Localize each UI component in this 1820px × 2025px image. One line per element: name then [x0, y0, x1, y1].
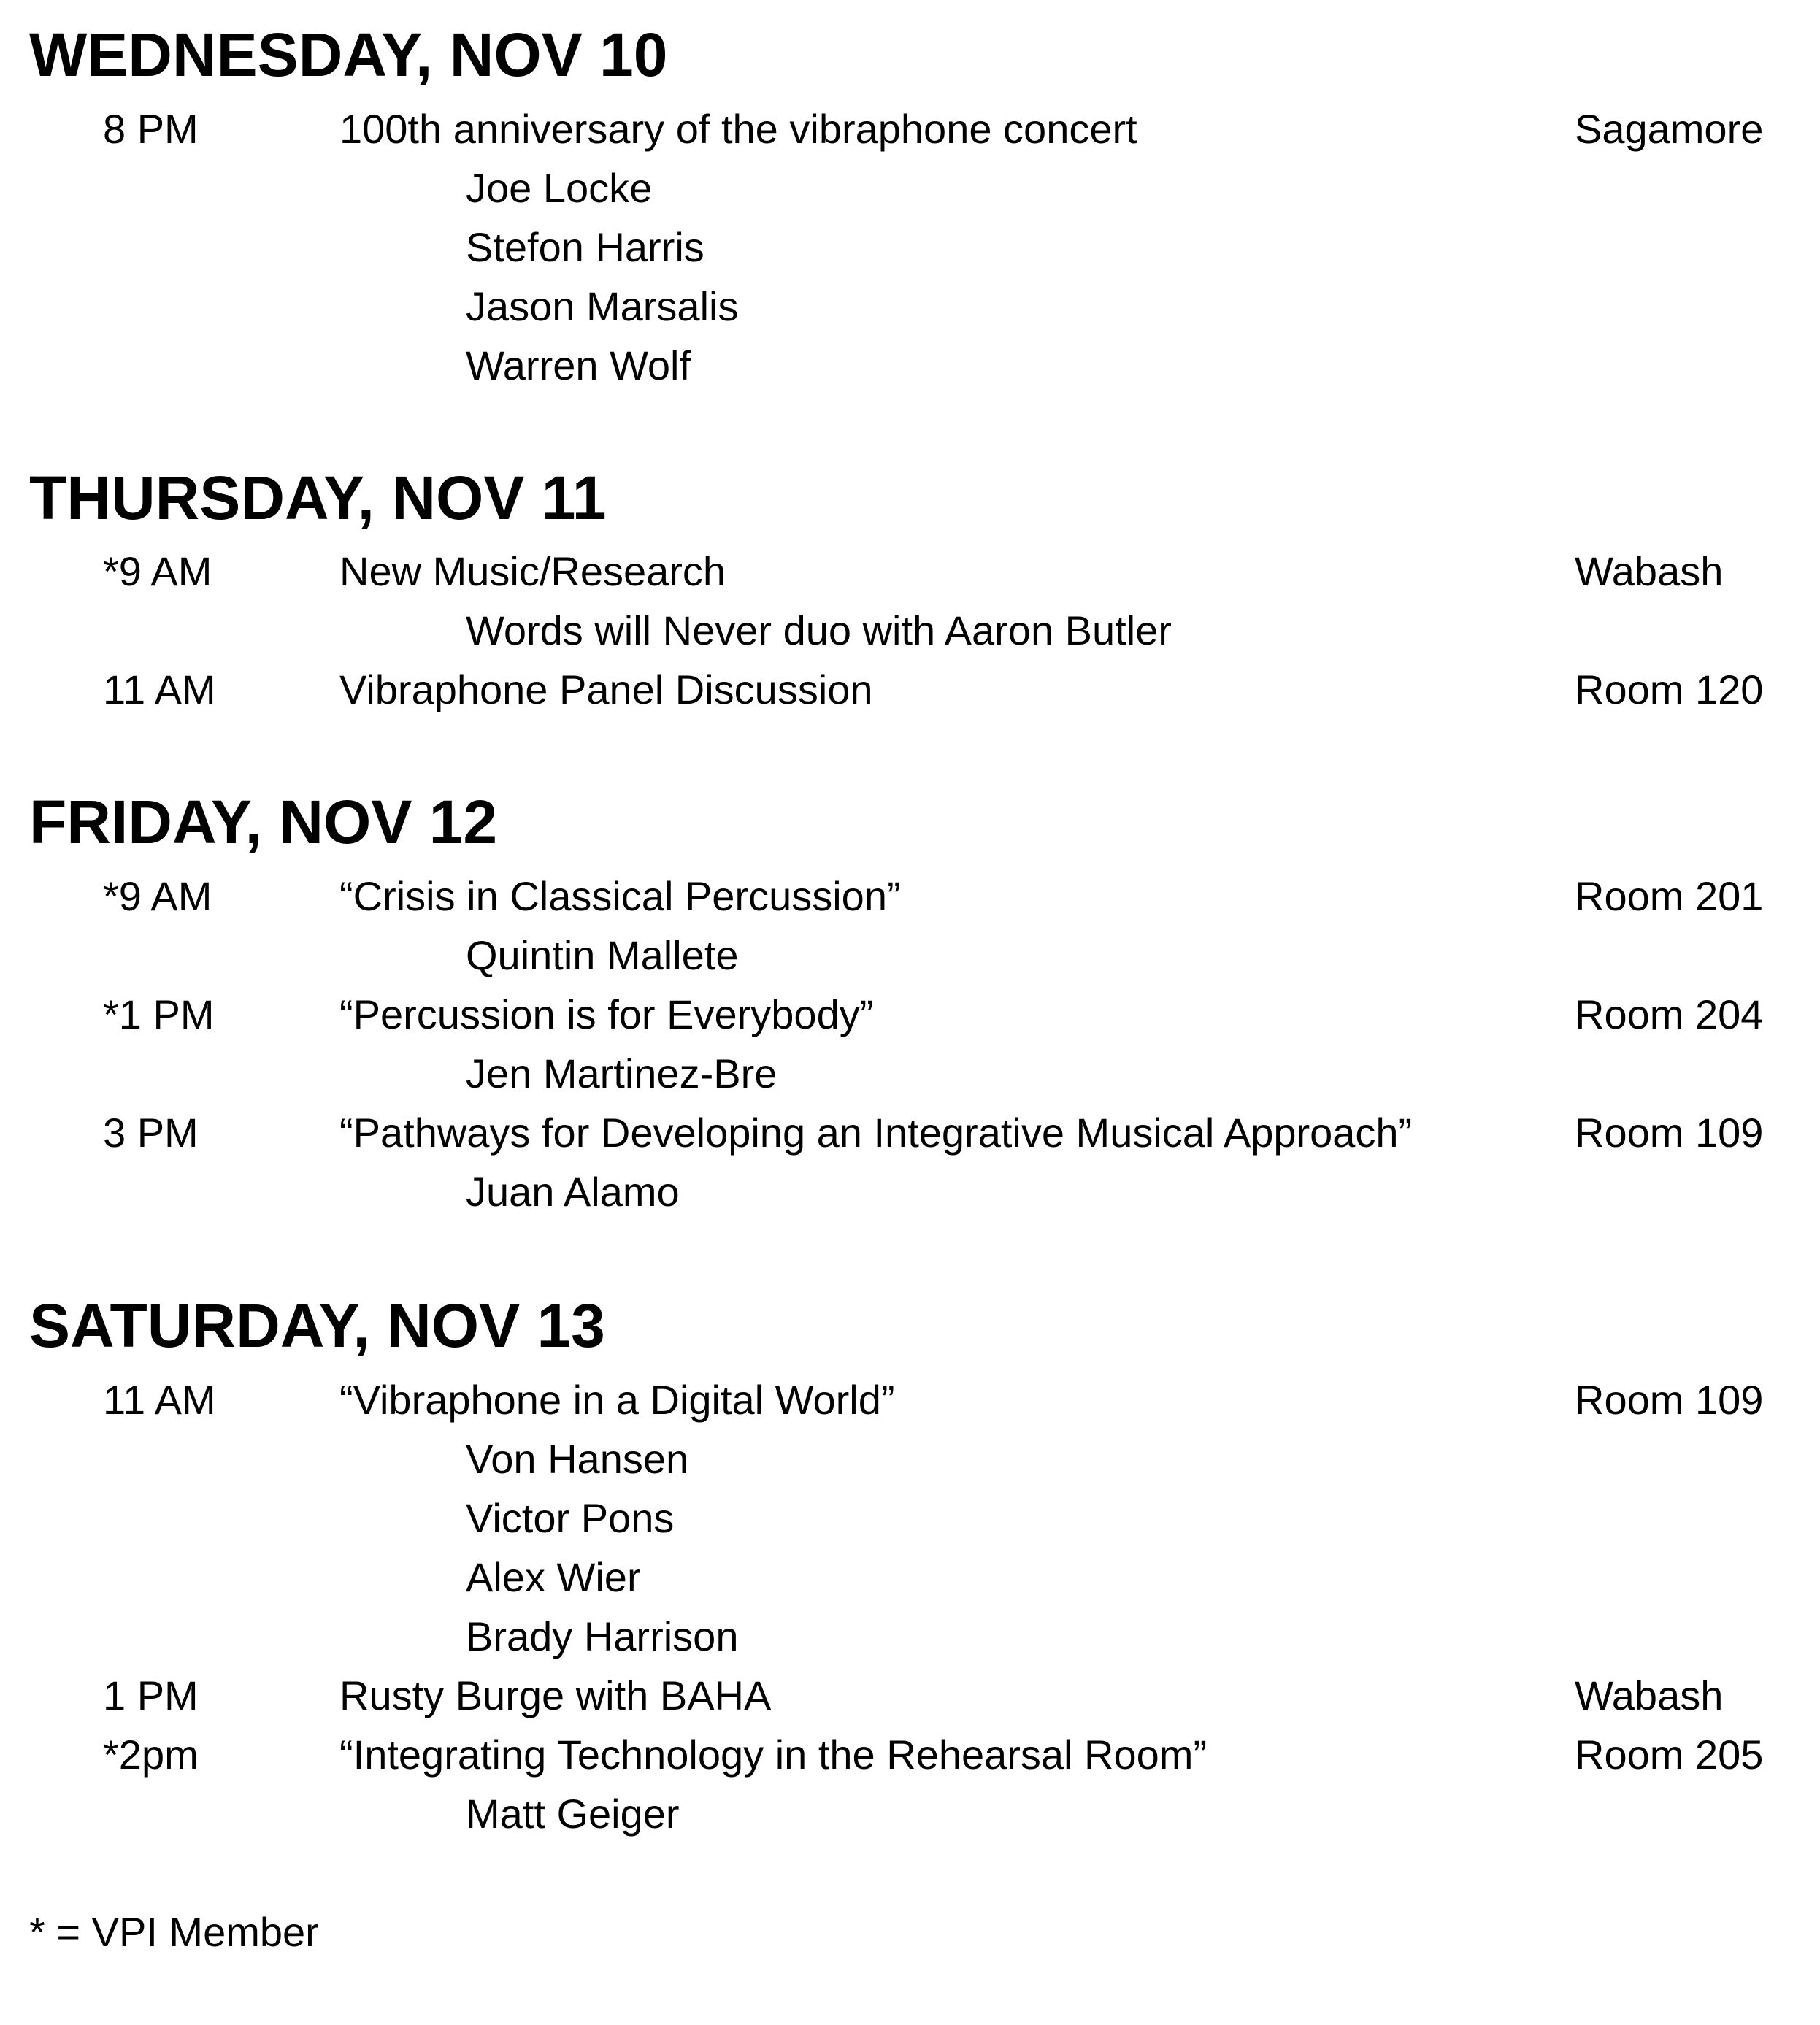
event-person: Victor Pons	[466, 1495, 675, 1541]
event-person: Stefon Harris	[466, 224, 704, 270]
event-room: Room 205	[1575, 1732, 1764, 1778]
event-room: Room 204	[1575, 991, 1764, 1037]
event-time: 8 PM	[103, 106, 199, 152]
event-room: Sagamore	[1575, 106, 1764, 152]
event-title: “Crisis in Classical Percussion”	[339, 873, 901, 919]
day-heading-wednesday: WEDNESDAY, NOV 10	[29, 20, 668, 89]
day-heading-friday: FRIDAY, NOV 12	[29, 788, 498, 856]
footnote-vpi-member: * = VPI Member	[29, 1909, 319, 1955]
event-room: Room 109	[1575, 1110, 1764, 1156]
event-person: Von Hansen	[466, 1436, 689, 1482]
event-room: Room 109	[1575, 1377, 1764, 1423]
event-time: 11 AM	[103, 666, 216, 712]
event-person: Jen Martinez-Bre	[466, 1050, 777, 1096]
event-person: Warren Wolf	[466, 342, 691, 388]
event-person: Words will Never duo with Aaron Butler	[466, 607, 1172, 653]
event-title: “Vibraphone in a Digital World”	[339, 1377, 895, 1423]
event-time: *2pm	[103, 1732, 199, 1778]
event-title: 100th anniversary of the vibraphone concert	[339, 106, 1137, 152]
event-room: Wabash	[1575, 548, 1724, 594]
event-person: Alex Wier	[466, 1554, 641, 1600]
event-room: Room 201	[1575, 873, 1764, 919]
event-title: “Pathways for Developing an Integrative Musical Approach”	[339, 1110, 1413, 1156]
event-time: *9 AM	[103, 873, 212, 919]
event-person: Quintin Mallete	[466, 932, 739, 978]
event-title: Rusty Burge with BAHA	[339, 1672, 772, 1718]
event-person: Brady Harrison	[466, 1613, 739, 1659]
event-title: “Integrating Technology in the Rehearsal Room”	[339, 1732, 1207, 1778]
event-person: Juan Alamo	[466, 1169, 680, 1215]
event-title: Vibraphone Panel Discussion	[339, 666, 873, 712]
day-heading-thursday: THURSDAY, NOV 11	[29, 464, 607, 532]
event-time: *9 AM	[103, 548, 212, 594]
event-person: Joe Locke	[466, 165, 653, 211]
event-room: Wabash	[1575, 1672, 1724, 1718]
day-heading-saturday: SATURDAY, NOV 13	[29, 1291, 605, 1360]
event-title: New Music/Research	[339, 548, 726, 594]
event-time: *1 PM	[103, 991, 215, 1037]
event-person: Jason Marsalis	[466, 283, 739, 329]
event-title: “Percussion is for Everybody”	[339, 991, 874, 1037]
event-person: Matt Geiger	[466, 1791, 680, 1837]
event-time: 3 PM	[103, 1110, 199, 1156]
event-room: Room 120	[1575, 666, 1764, 712]
event-time: 11 AM	[103, 1377, 216, 1423]
event-time: 1 PM	[103, 1672, 199, 1718]
